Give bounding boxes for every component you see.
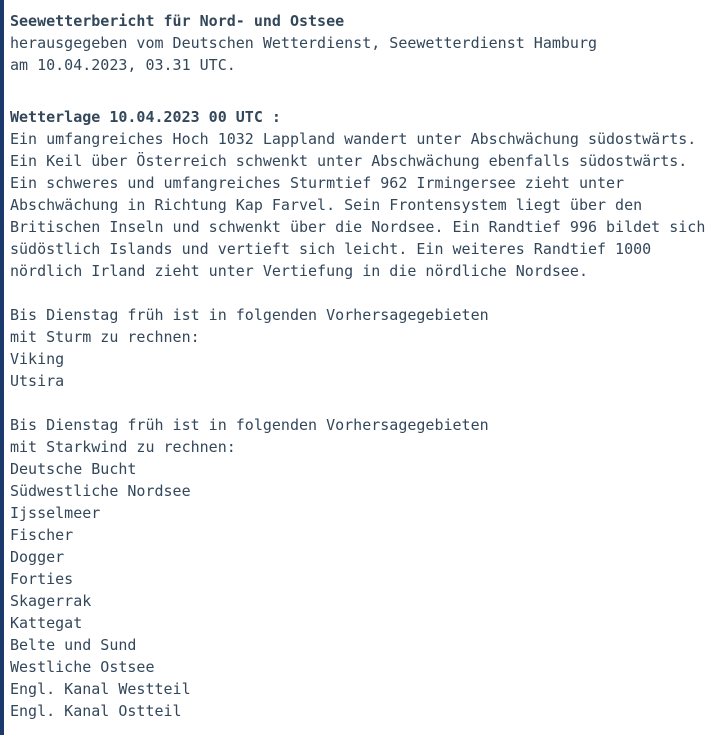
spacer: [10, 282, 710, 304]
issuer-line: herausgegeben vom Deutschen Wetterdienst, Seewetterdienst Hamburg: [10, 34, 597, 52]
list-item: Dogger: [10, 548, 65, 566]
page-title: Seewetterbericht für Nord- und Ostsee: [10, 12, 345, 30]
list-item: Engl. Kanal Westteil: [10, 680, 191, 698]
list-item: Belte und Sund: [10, 636, 137, 654]
weather-situation-heading: Wetterlage 10.04.2023 00 UTC :: [10, 108, 281, 126]
starkwind-warning-area-list: [10, 458, 710, 722]
list-item: Utsira: [10, 372, 65, 390]
list-item: Kattegat: [10, 614, 83, 632]
list-item: Viking: [10, 350, 65, 368]
issue-time-line: am 10.04.2023, 03.31 UTC.: [10, 56, 236, 74]
spacer: [10, 76, 710, 106]
starkwind-warning-intro-line2: mit Starkwind zu rechnen:: [10, 438, 236, 456]
list-item: Skagerrak: [10, 592, 92, 610]
list-item: Deutsche Bucht: [10, 460, 137, 478]
list-item: Forties: [10, 570, 74, 588]
starkwind-warning-intro-line1: Bis Dienstag früh ist in folgenden Vorhersagegebieten: [10, 416, 489, 434]
list-item: Südwestliche Nordsee: [10, 482, 191, 500]
sturm-warning-area-list: [10, 348, 710, 392]
sturm-warning-intro-line1: Bis Dienstag früh ist in folgenden Vorhersagegebieten: [10, 306, 489, 324]
spacer: [10, 392, 710, 414]
list-item: Westliche Ostsee: [10, 658, 155, 676]
sturm-warning-intro-line2: mit Sturm zu rechnen:: [10, 328, 200, 346]
weather-situation-text: Ein umfangreiches Hoch 1032 Lappland wandert unter Abschwächung südostwärts. Ein Keil über Österreich schwenkt unter Abschwächung ebenfalls südostwärts. Ein schweres und umfangreiches Sturmtief 962 Irmingersee zieht unter Abschwächung in Richtung Kap Farvel. Sein Frontensystem liegt über den Britischen Inseln und schwenkt über die Nordsee. Ein Randtief 996 bildet sich südöstlich Islands und vertieft sich leicht. Ein weiteres Randtief 1000 nördlich Irland zieht unter Vertiefung in die nördliche Nordsee.: [10, 130, 715, 280]
list-item: Engl. Kanal Ostteil: [10, 702, 182, 720]
list-item: Ijsselmeer: [10, 504, 101, 522]
list-item: Fischer: [10, 526, 74, 544]
